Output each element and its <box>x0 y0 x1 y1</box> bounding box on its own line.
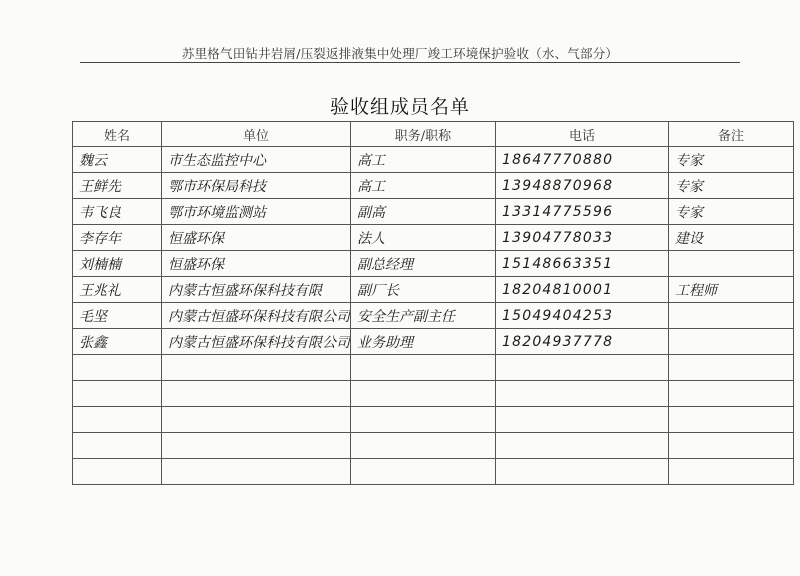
note-cell: 专家 <box>669 199 794 225</box>
title-cell: 高工 <box>351 173 496 199</box>
phone-cell: 15049404253 <box>496 303 669 329</box>
document-header: 苏里格气田钻井岩屑/压裂返排液集中处理厂竣工环境保护验收（水、气部分） <box>181 46 619 61</box>
name-cell: 韦飞良 <box>73 199 162 225</box>
name-cell <box>73 355 162 381</box>
unit-cell: 鄂市环境监测站 <box>162 199 351 225</box>
phone-cell: 18647770880 <box>496 147 669 173</box>
note-cell: 专家 <box>669 173 794 199</box>
unit-cell <box>162 355 351 381</box>
unit-cell: 内蒙古恒盛环保科技有限 <box>162 277 351 303</box>
name-cell <box>73 381 162 407</box>
table-row <box>73 251 794 277</box>
table-row <box>73 381 794 407</box>
name-cell <box>73 433 162 459</box>
table-row <box>73 329 794 355</box>
table-row <box>73 433 794 459</box>
name-cell: 王鲜先 <box>73 173 162 199</box>
title-cell: 安全生产副主任 <box>351 303 496 329</box>
phone-cell: 18204810001 <box>496 277 669 303</box>
phone-cell: 13904778033 <box>496 225 669 251</box>
note-cell <box>669 407 794 433</box>
form-title: 验收组成员名单 <box>329 96 470 118</box>
phone-cell: 15148663351 <box>496 251 669 277</box>
unit-cell <box>162 407 351 433</box>
title-cell: 副高 <box>351 199 496 225</box>
name-cell: 刘楠楠 <box>73 251 162 277</box>
title-cell: 副总经理 <box>351 251 496 277</box>
table-row <box>73 459 794 485</box>
table-row <box>73 355 794 381</box>
title-cell: 法人 <box>351 225 496 251</box>
header-phone: 电话 <box>496 122 669 147</box>
note-cell <box>669 303 794 329</box>
unit-cell: 内蒙古恒盛环保科技有限公司 <box>162 329 351 355</box>
table-row <box>73 303 794 329</box>
note-cell: 建设 <box>669 225 794 251</box>
note-cell <box>669 251 794 277</box>
name-cell <box>73 407 162 433</box>
unit-cell <box>162 381 351 407</box>
table-row <box>73 199 794 225</box>
note-cell: 专家 <box>669 147 794 173</box>
note-cell <box>669 433 794 459</box>
table-row <box>73 225 794 251</box>
title-cell <box>351 407 496 433</box>
unit-cell: 鄂市环保局科技 <box>162 173 351 199</box>
phone-cell <box>496 433 669 459</box>
unit-cell <box>162 433 351 459</box>
name-cell: 王兆礼 <box>73 277 162 303</box>
header-title: 职务/职称 <box>351 122 496 147</box>
name-cell <box>73 459 162 485</box>
note-cell <box>669 329 794 355</box>
phone-cell <box>496 459 669 485</box>
unit-cell: 市生态监控中心 <box>162 147 351 173</box>
unit-cell: 恒盛环保 <box>162 251 351 277</box>
note-cell <box>669 355 794 381</box>
title-cell <box>351 433 496 459</box>
phone-cell: 13314775596 <box>496 199 669 225</box>
unit-cell <box>162 459 351 485</box>
table-header-row <box>73 122 794 147</box>
title-cell <box>351 459 496 485</box>
note-cell: 工程师 <box>669 277 794 303</box>
unit-cell: 内蒙古恒盛环保科技有限公司 <box>162 303 351 329</box>
title-cell: 副厂长 <box>351 277 496 303</box>
header-rule <box>80 62 740 63</box>
title-cell: 业务助理 <box>351 329 496 355</box>
title-cell: 高工 <box>351 147 496 173</box>
member-table <box>72 121 794 485</box>
header-name: 姓名 <box>73 122 162 147</box>
header-note: 备注 <box>669 122 794 147</box>
phone-cell: 18204937778 <box>496 329 669 355</box>
unit-cell: 恒盛环保 <box>162 225 351 251</box>
title-cell <box>351 381 496 407</box>
name-cell: 魏云 <box>73 147 162 173</box>
note-cell <box>669 459 794 485</box>
name-cell: 李存年 <box>73 225 162 251</box>
table-row <box>73 173 794 199</box>
table-row <box>73 277 794 303</box>
table-row <box>73 407 794 433</box>
name-cell: 毛坚 <box>73 303 162 329</box>
phone-cell <box>496 355 669 381</box>
phone-cell <box>496 407 669 433</box>
title-cell <box>351 355 496 381</box>
header-unit: 单位 <box>162 122 351 147</box>
note-cell <box>669 381 794 407</box>
phone-cell <box>496 381 669 407</box>
table-row <box>73 147 794 173</box>
phone-cell: 13948870968 <box>496 173 669 199</box>
name-cell: 张鑫 <box>73 329 162 355</box>
